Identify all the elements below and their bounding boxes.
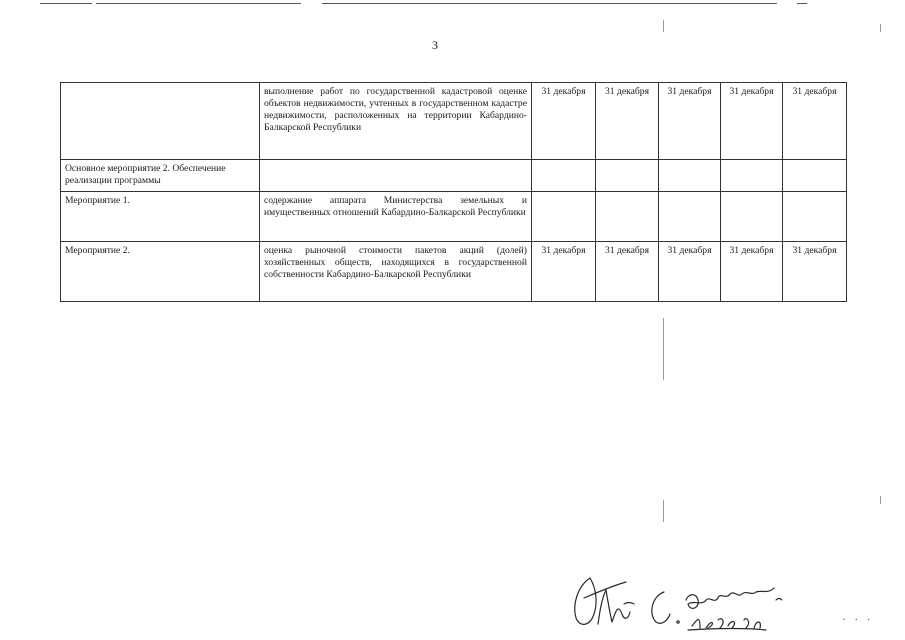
table-row (61, 242, 847, 302)
deadline-cell: 31 декабря (783, 83, 847, 160)
corner-marks: · · · (842, 614, 874, 626)
measure-description-cell: оценка рыночной стоимости пакетов акций (долей) хозяйственных обществ, находящихся в государственной собственности Кабардино-Балкарской Республики (260, 242, 532, 302)
top-rule (322, 3, 777, 4)
deadline-cell: 31 декабря (783, 242, 847, 302)
scan-mark (663, 20, 664, 32)
deadline-cell: 31 декабря (596, 242, 659, 302)
scan-mark (880, 496, 881, 504)
top-rule (40, 3, 92, 4)
deadline-cell (596, 160, 659, 192)
measure-description-cell (260, 160, 532, 192)
deadline-cell: 31 декабря (721, 83, 783, 160)
table-row (61, 192, 847, 242)
top-rule (96, 3, 301, 4)
page-number: 3 (432, 38, 438, 52)
deadline-cell: 31 декабря (596, 83, 659, 160)
measures-table (60, 82, 847, 302)
deadline-cell (596, 192, 659, 242)
deadline-cell: 31 декабря (532, 242, 596, 302)
table-row (61, 160, 847, 192)
measure-name-cell: Мероприятие 2. (61, 242, 260, 302)
deadline-cell (783, 192, 847, 242)
deadline-cell (532, 160, 596, 192)
top-rule (797, 3, 807, 4)
measure-name-cell: Основное мероприятие 2. Обеспечение реализации программы (61, 160, 260, 192)
measure-description-cell: содержание аппарата Министерства земельных и имущественных отношений Кабардино-Балкарской Республики (260, 192, 532, 242)
deadline-cell (532, 192, 596, 242)
scan-mark (663, 318, 664, 380)
deadline-cell (783, 160, 847, 192)
table-row (61, 83, 847, 160)
measure-name-cell (61, 83, 260, 160)
deadline-cell (721, 192, 783, 242)
scan-mark (663, 500, 664, 522)
deadline-cell: 31 декабря (532, 83, 596, 160)
scan-mark (880, 24, 881, 32)
deadline-cell (659, 160, 721, 192)
deadline-cell (721, 160, 783, 192)
deadline-cell: 31 декабря (659, 242, 721, 302)
deadline-cell (659, 192, 721, 242)
deadline-cell: 31 декабря (659, 83, 721, 160)
measure-description-cell: выполнение работ по государственной кадастровой оценке объектов недвижимости, учтенных в государственном кадастре недвижимости, расположенных на территории Кабардино-Балкарской Республики (260, 83, 532, 160)
handwritten-signature (568, 570, 808, 632)
measure-name-cell: Мероприятие 1. (61, 192, 260, 242)
deadline-cell: 31 декабря (721, 242, 783, 302)
